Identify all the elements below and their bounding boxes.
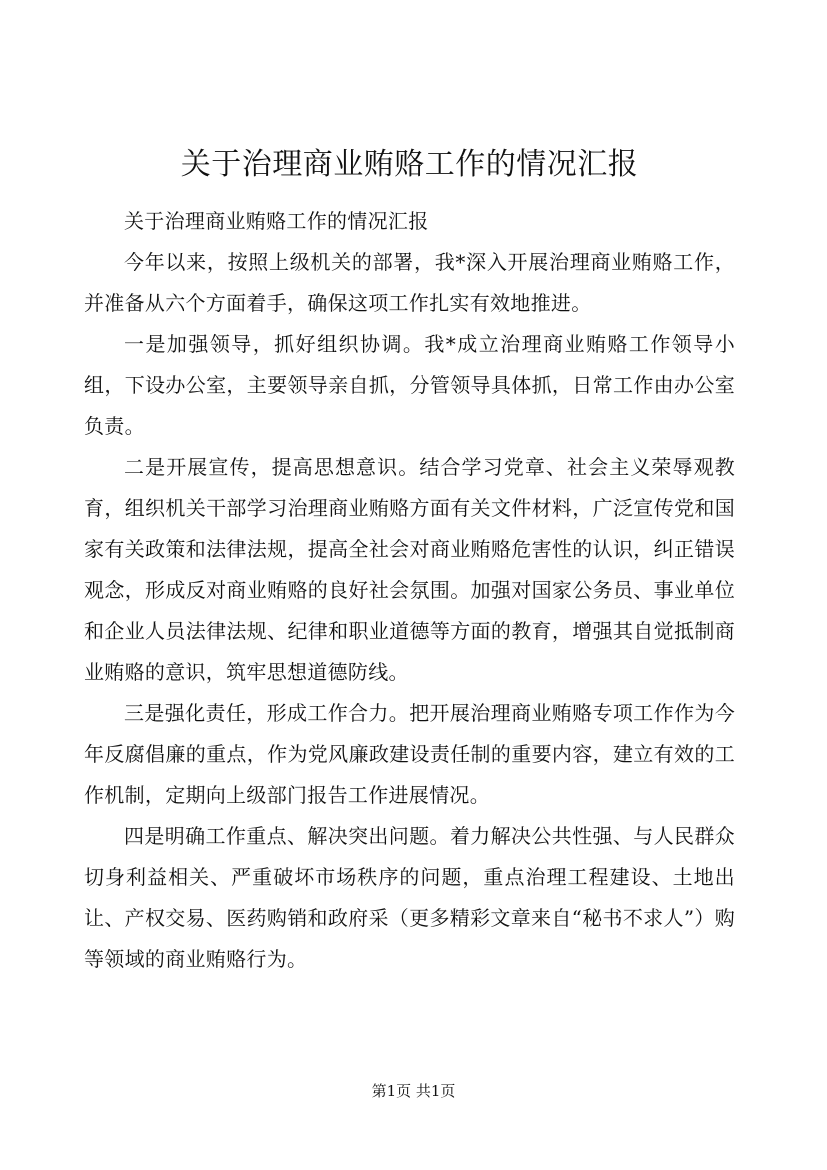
paragraph-point-2: 二是开展宣传，提高思想意识。结合学习党章、社会主义荣辱观教育，组织机关干部学习治理商业贿赂方面有关文件材料，广泛宣传党和国家有关政策和法律法规，提高全社会对商业贿赂危害性的认识，纠正错误观念，形成反对商业贿赂的良好社会氛围。加强对国家公务员、事业单位和企业人员法律法规、纪律和职业道德等方面的教育，增强其自觉抵制商业贿赂的意识，筑牢思想道德防线。 [84,455,735,684]
page-footer: 第1页 共1页 [371,1082,456,1100]
document-body [84,201,735,980]
paragraph-point-1: 一是加强领导，抓好组织协调。我*成立治理商业贿赂工作领导小组，下设办公室，主要领导亲自抓，分管领导具体抓，日常工作由办公室负责。 [84,332,735,438]
paragraph-subtitle: 关于治理商业贿赂工作的情况汇报 [124,209,429,233]
paragraph-point-3: 三是强化责任，形成工作合力。把开展治理商业贿赂专项工作作为今年反腐倡廉的重点，作为党风廉政建设责任制的重要内容，建立有效的工作机制，定期向上级部门报告工作进展情况。 [84,701,735,807]
paragraph-point-4: 四是明确工作重点、解决突出问题。着力解决公共性强、与人民群众切身利益相关、严重破坏市场秩序的问题，重点治理工程建设、土地出让、产权交易、医药购销和政府采（更多精彩文章来自“秘书不求人”）购等领域的商业贿赂行为。 [84,824,735,971]
paragraph-intro: 今年以来，按照上级机关的部署，我*深入开展治理商业贿赂工作，并准备从六个方面着手，确保这项工作扎实有效地推进。 [84,250,735,315]
document-title: 关于治理商业贿赂工作的情况汇报 [180,147,639,182]
